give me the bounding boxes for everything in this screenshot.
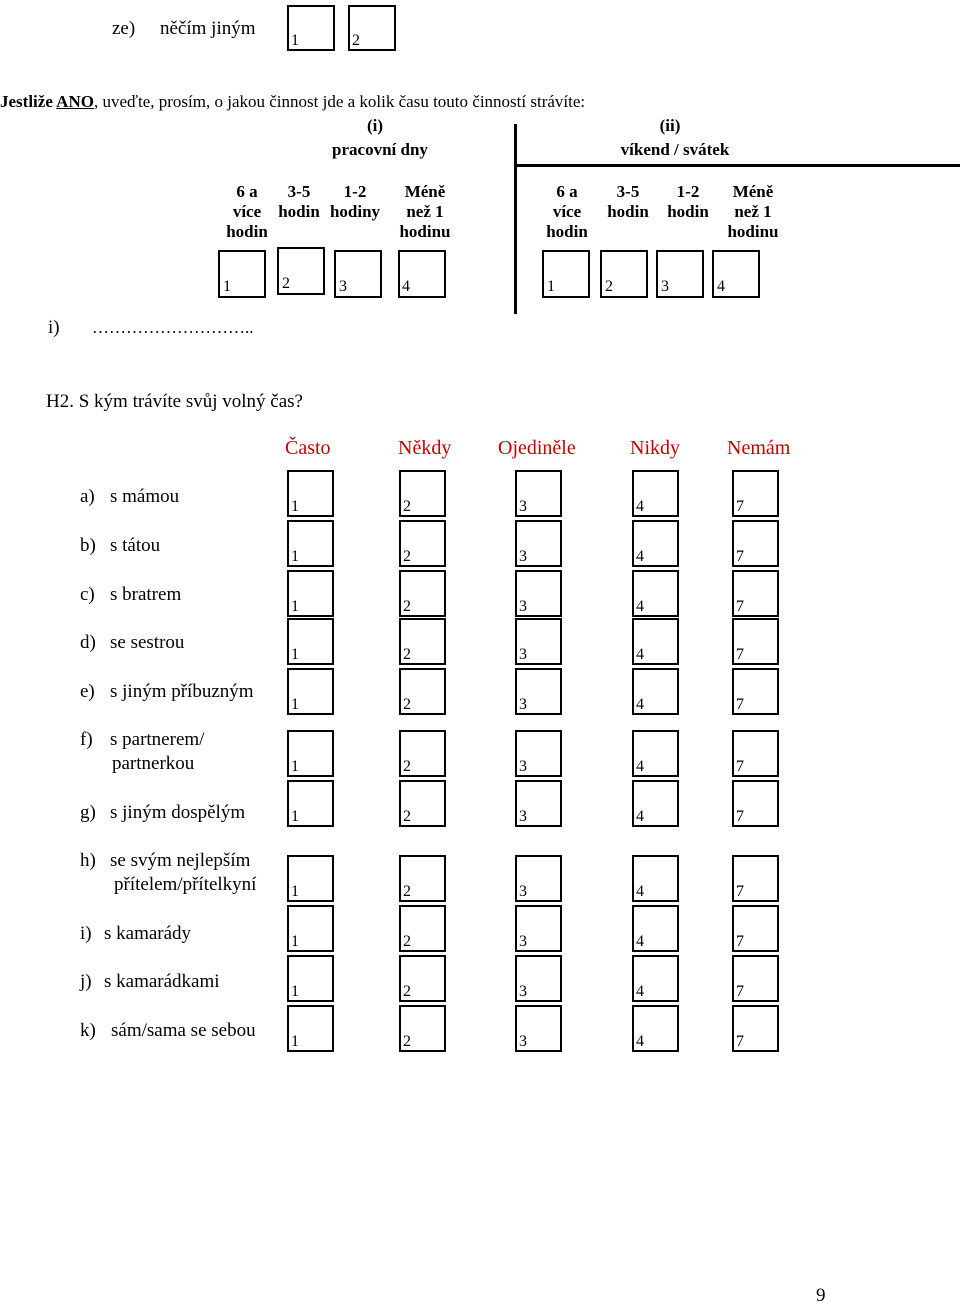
activity-fill-line[interactable]: ……………………….. [92, 318, 254, 337]
answer-code: 1 [291, 696, 299, 713]
answer-code: 3 [519, 646, 527, 663]
answer-code: 4 [636, 983, 644, 1000]
answer-code: 1 [291, 933, 299, 950]
answer-code: 2 [403, 598, 411, 615]
answer-code: 1 [291, 548, 299, 565]
group-ii-label: víkend / svátek [620, 140, 730, 159]
answer-code: 1 [291, 883, 299, 900]
answer-code: 3 [519, 758, 527, 775]
scale-label-nekdy: Někdy [398, 437, 452, 459]
h2-item-text: s mámou [110, 486, 180, 507]
answer-code: 4 [636, 548, 644, 565]
h2-item-letter: d) [80, 632, 96, 653]
answer-code: 4 [636, 883, 644, 900]
answer-code: 2 [403, 1033, 411, 1050]
instruction-rest: , uveďte, prosím, o jakou činnost jde a kolik času touto činností strávíte: [93, 92, 586, 111]
h2-item-text: s jiným příbuzným [110, 681, 254, 702]
answer-code: 2 [403, 646, 411, 663]
answer-code: 2 [403, 933, 411, 950]
answer-code: 2 [403, 548, 411, 565]
answer-code: 7 [736, 983, 744, 1000]
answer-code: 2 [403, 983, 411, 1000]
h2-item-text-continued: přítelem/přítelkyní [114, 874, 257, 895]
answer-code: 1 [291, 983, 299, 1000]
col-header-i-4: Méně než 1 hodinu [399, 182, 451, 241]
answer-code: 3 [519, 933, 527, 950]
scale-label-nemam: Nemám [727, 437, 791, 459]
question-h2: H2. S kým trávíte svůj volný čas? [46, 391, 303, 412]
answer-code: 4 [636, 498, 644, 515]
answer-code: 3 [339, 278, 347, 295]
answer-code: 4 [636, 808, 644, 825]
h2-item-text: s jiným dospělým [110, 802, 246, 823]
answer-code: 3 [519, 883, 527, 900]
answer-code: 3 [519, 1033, 527, 1050]
answer-code: 1 [223, 278, 231, 295]
h2-item-letter: k) [80, 1020, 96, 1041]
scale-label-ojedinele: Ojediněle [498, 437, 576, 459]
col-header-i-2: 3-5 hodin [278, 182, 320, 221]
answer-code: 4 [636, 696, 644, 713]
answer-code: 7 [736, 1033, 744, 1050]
answer-code: 7 [736, 696, 744, 713]
col-header-ii-1: 6 a více hodin [546, 182, 588, 241]
answer-code: 3 [519, 696, 527, 713]
h2-item-text: s bratrem [110, 584, 182, 605]
h2-item-text: s kamarádkami [104, 971, 220, 992]
h2-item-letter: e) [80, 681, 95, 702]
answer-code: 2 [282, 275, 290, 292]
answer-code: 2 [352, 32, 360, 49]
answer-code: 3 [519, 548, 527, 565]
h2-item-letter: j) [80, 971, 92, 992]
section-divider-horizontal [514, 164, 960, 167]
col-header-ii-2: 3-5 hodin [607, 182, 649, 221]
answer-code: 1 [291, 498, 299, 515]
answer-code: 2 [403, 883, 411, 900]
answer-code: 7 [736, 758, 744, 775]
answer-code: 1 [291, 758, 299, 775]
answer-code: 1 [291, 808, 299, 825]
answer-code: 2 [403, 808, 411, 825]
answer-code: 7 [736, 646, 744, 663]
h2-item-letter: a) [80, 486, 95, 507]
instruction-prefix: Jestliže [0, 92, 57, 111]
answer-code: 1 [291, 598, 299, 615]
h2-item-letter: f) [80, 729, 93, 750]
answer-code: 3 [519, 498, 527, 515]
answer-code: 7 [736, 498, 744, 515]
answer-code: 4 [717, 278, 725, 295]
col-header-i-3: 1-2 hodiny [329, 182, 381, 221]
h2-item-text: s tátou [110, 535, 161, 556]
h2-item-letter: b) [80, 535, 96, 556]
answer-code: 1 [291, 646, 299, 663]
answer-code: 3 [519, 598, 527, 615]
col-header-ii-3: 1-2 hodin [667, 182, 709, 221]
activity-row-label: i) [48, 317, 60, 338]
answer-code: 3 [519, 983, 527, 1000]
answer-code: 4 [636, 758, 644, 775]
group-ii-roman: (ii) [659, 116, 681, 135]
answer-code: 3 [661, 278, 669, 295]
h2-item-letter: c) [80, 584, 95, 605]
answer-code: 1 [291, 32, 299, 49]
answer-code: 1 [291, 1033, 299, 1050]
h2-item-text-continued: partnerkou [112, 753, 195, 774]
item-ze-letter: ze) [112, 18, 136, 39]
h2-item-text: se svým nejlepším [110, 850, 251, 871]
answer-code: 2 [403, 498, 411, 515]
instruction-line [0, 92, 585, 112]
h2-item-text: se sestrou [110, 632, 185, 653]
section-divider-vertical [514, 124, 517, 314]
col-header-i-1: 6 a více hodin [226, 182, 268, 241]
h2-item-text: s partnerem/ [110, 729, 205, 750]
answer-code: 7 [736, 598, 744, 615]
scale-label-casto: Často [285, 437, 331, 459]
page-number: 9 [816, 1285, 826, 1306]
answer-code: 1 [547, 278, 555, 295]
answer-code: 4 [636, 598, 644, 615]
h2-item-text: sám/sama se sebou [111, 1020, 256, 1041]
h2-item-letter: i) [80, 923, 92, 944]
h2-item-letter: h) [80, 850, 96, 871]
item-ze-text: něčím jiným [160, 18, 256, 39]
answer-code: 4 [636, 933, 644, 950]
answer-code: 2 [403, 696, 411, 713]
scale-label-nikdy: Nikdy [630, 437, 680, 459]
h2-item-letter: g) [80, 802, 96, 823]
answer-code: 7 [736, 808, 744, 825]
answer-code: 3 [519, 808, 527, 825]
instruction-ano: ANO [56, 92, 94, 111]
answer-code: 4 [636, 646, 644, 663]
col-header-ii-4: Méně než 1 hodinu [727, 182, 779, 241]
answer-code: 4 [402, 278, 410, 295]
answer-code: 7 [736, 548, 744, 565]
h2-item-text: s kamarády [104, 923, 192, 944]
group-i-roman: (i) [366, 116, 384, 135]
answer-code: 7 [736, 933, 744, 950]
answer-code: 4 [636, 1033, 644, 1050]
answer-code: 2 [605, 278, 613, 295]
answer-code: 7 [736, 883, 744, 900]
answer-code: 2 [403, 758, 411, 775]
group-i-label: pracovní dny [332, 140, 428, 159]
